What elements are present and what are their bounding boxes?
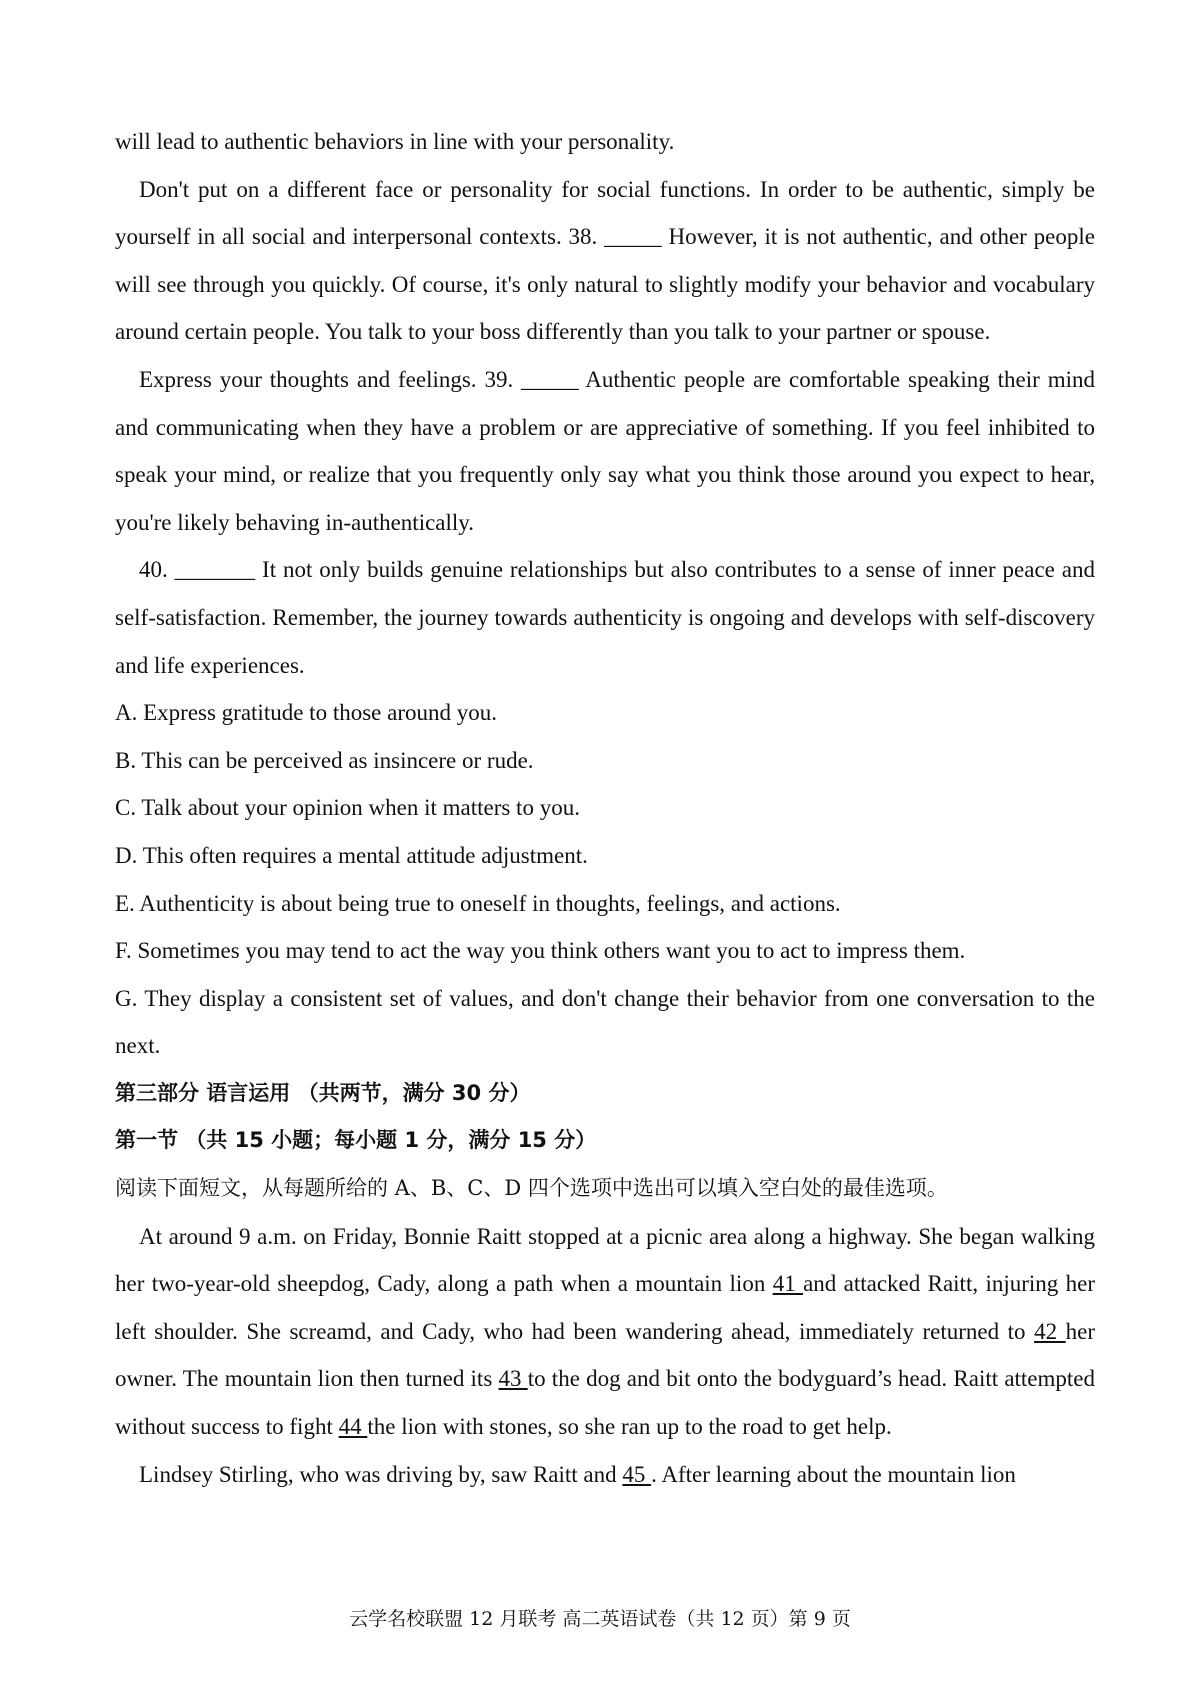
paragraph-39 xyxy=(115,356,1095,546)
option-e: E. Authenticity is about being true to oneself in thoughts, feelings, and actions. xyxy=(115,890,841,916)
blank-39[interactable]: _____ xyxy=(521,366,579,392)
paragraph-40-text-b: It not only builds genuine relationships but also contributes to a sense of inner peace and self-satisfaction. Remember, the journey towards authenticity is ongoing and develops with self-discovery and life experiences. xyxy=(115,557,1096,678)
passage2-text-a: At around 9 a.m. on Friday, Bonnie Raitt stopped at a picnic area along a highway. She began walking her two-year-old sheepdog, Cady, along a path when a mountain lion xyxy=(115,1223,1095,1297)
passage2-text-f: Lindsey Stirling, who was driving by, saw Raitt and xyxy=(139,1461,623,1487)
instruction-text: 阅读下面短文，从每题所给的 A、B、C、D 四个选项中选出可以填入空白处的最佳选项。 xyxy=(115,1176,948,1201)
paragraph-40 xyxy=(115,546,1095,689)
carryover-line: will lead to authentic behaviors in line with your personality. xyxy=(115,129,675,154)
paragraph-39-text-a: Express your thoughts and feelings. 39. xyxy=(139,366,522,392)
blank-41[interactable]: 41 xyxy=(772,1271,804,1297)
passage2-paragraph-1 xyxy=(115,1213,1095,1451)
page-content xyxy=(115,118,1095,1498)
passage2-text-c: her owner. The mountain lion then turned its xyxy=(115,1318,1096,1392)
option-f: F. Sometimes you may tend to act the way you think others want you to act to impress them. xyxy=(115,938,966,964)
blank-43[interactable]: 43 xyxy=(498,1366,528,1392)
option-g: G. They display a consistent set of values, and don't change their behavior from one conversation to the next. xyxy=(115,985,1095,1059)
paragraph-38-text-a: Don't put on a different face or personality for social functions. In order to be authentic, simply be yourself in all social and interpersonal contexts. 38. xyxy=(115,176,1095,250)
option-d: D. This often requires a mental attitude adjustment. xyxy=(115,842,588,868)
option-b: B. This can be perceived as insincere or rude. xyxy=(115,747,534,773)
blank-42[interactable]: 42 xyxy=(1034,1318,1066,1344)
passage2-text-e: the lion with stones, so she ran up to the road to get help. xyxy=(367,1414,892,1440)
part-three-heading: 第三部分 语言运用 （共两节，满分 30 分） xyxy=(115,1080,531,1105)
blank-38[interactable]: _____ xyxy=(604,224,662,250)
passage2-text-g: . After learning about the mountain lion xyxy=(651,1461,1016,1487)
section-one-heading: 第一节 （共 15 小题；每小题 1 分，满分 15 分） xyxy=(115,1128,597,1153)
page-footer: 云学名校联盟 12 月联考 高二英语试卷（共 12 页）第 9 页 xyxy=(349,1608,851,1630)
options-list xyxy=(115,689,1095,1070)
blank-44[interactable]: 44 xyxy=(338,1414,368,1440)
option-a: A. Express gratitude to those around you. xyxy=(115,700,497,726)
paragraph-38-text-b: However, it is not authentic, and other people will see through you quickly. Of course, it's only natural to slightly modify your behavior and vocabulary around certain people. You talk to your boss differently than you talk to your partner or spouse. xyxy=(115,224,1095,345)
blank-45[interactable]: 45 xyxy=(622,1461,652,1487)
paragraph-39-text-b: Authentic people are comfortable speaking their mind and communicating when they have a problem or are appreciative of something. If you feel inhibited to speak your mind, or realize that you frequently only say what you think those around you expect to hear, you're likely behaving in-authentically. xyxy=(115,366,1095,535)
passage2-paragraph-2 xyxy=(115,1451,1095,1499)
blank-40[interactable]: _______ xyxy=(174,557,256,583)
option-c: C. Talk about your opinion when it matters to you. xyxy=(115,795,580,821)
paragraph-38 xyxy=(115,166,1095,356)
passage2-text-b: and attacked Raitt, injuring her left shoulder. She screamd, and Cady, who had been wandering ahead, immediately returned to xyxy=(115,1271,1095,1344)
passage2-text-d: to the dog and bit onto the bodyguard’s head. Raitt attempted without success to fight xyxy=(115,1366,1095,1440)
paragraph-40-text-a: 40. xyxy=(139,557,175,583)
